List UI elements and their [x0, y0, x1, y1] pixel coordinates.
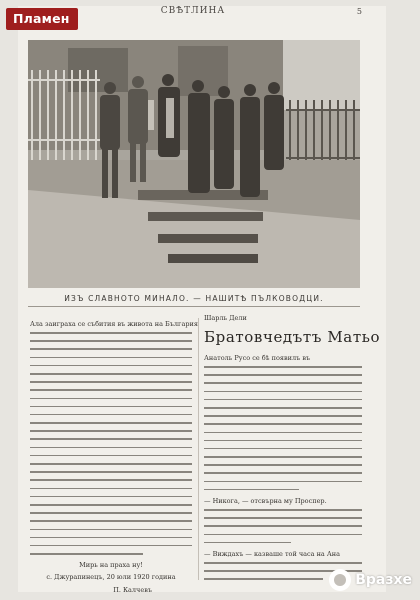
magazine-title: СВѢТЛИНА — [160, 6, 226, 16]
left-column — [30, 320, 198, 595]
brand-watermark — [329, 568, 412, 592]
right-body-text-1 — [204, 366, 362, 490]
story-translator: Шарль Дели — [204, 314, 247, 322]
right-dialogue-line-2: — Виждахъ — казваше той часа на Ана — [204, 549, 341, 558]
photo-image — [28, 40, 360, 288]
page-number: 5 — [356, 7, 362, 16]
section-rule — [28, 306, 360, 307]
left-place-date: с. Джурапинецъ, 20 юли 1920 година — [46, 573, 176, 582]
right-opening-line: Анатоль Русо се бѣ появилъ въ — [204, 354, 311, 362]
right-body-text-2 — [204, 509, 362, 543]
right-dialogue-line-1: — Никога, — отсвърна му Проспер. — [204, 497, 327, 505]
column-divider — [198, 318, 199, 580]
brand-name: Вразхе — [355, 572, 412, 588]
left-closing-line: Мирь на праха ну! — [79, 561, 143, 570]
left-body-text — [30, 332, 192, 555]
brand-logo-icon — [329, 569, 351, 591]
historical-photo[interactable] — [28, 40, 360, 288]
left-opening-line: Ала заиграха се събития въ живота на България — [30, 320, 198, 328]
story-title: Братовчедътъ Матьо — [204, 328, 381, 346]
site-watermark-badge: Пламен — [6, 8, 78, 30]
left-author: П. Калчевъ — [113, 586, 152, 595]
right-column — [204, 314, 381, 587]
photo-caption: ИЗЪ СЛАВНОТО МИНАЛО. — НАШИТѢ ПЪЛКОВОДЦИ. — [64, 294, 324, 303]
